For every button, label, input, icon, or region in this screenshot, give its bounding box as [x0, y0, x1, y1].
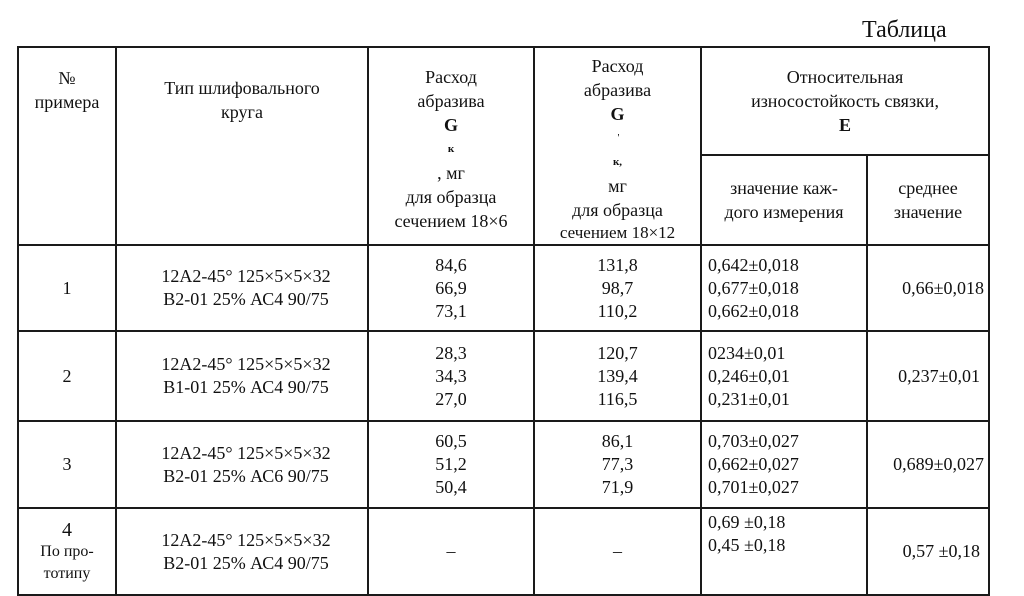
table-row	[18, 421, 989, 508]
cell-e-each	[701, 331, 867, 421]
cell-text: 98,7	[601, 277, 634, 298]
header-text: для образца	[405, 187, 497, 207]
results-table	[17, 46, 990, 596]
table-row	[18, 508, 989, 595]
cell-text: 84,6	[435, 254, 467, 275]
cell-text: 0,703±0,027	[708, 431, 799, 451]
cell-g6	[368, 508, 534, 595]
cell-text: 0234±0,01	[708, 342, 786, 363]
cell-text: 28,3	[435, 342, 467, 363]
prime-mark: '	[617, 132, 620, 144]
cell-text: 0,246±0,01	[708, 365, 790, 386]
cell-text: 1	[62, 277, 72, 298]
header-text: абразива	[417, 91, 485, 111]
header-text: Расход	[591, 56, 644, 76]
cell-text: 0,69 ±0,18	[708, 512, 786, 532]
cell-text: 12А2-45° 125×5×5×32	[161, 529, 331, 550]
symbol-e: E	[838, 114, 851, 135]
header-average-value	[867, 155, 989, 245]
cell-text: 0,57 ±0,18	[902, 541, 980, 561]
header-text	[702, 89, 988, 137]
cell-g12	[534, 508, 701, 595]
header-text	[535, 78, 700, 198]
cell-text: 0,642±0,018	[708, 254, 799, 275]
header-text: , мг	[437, 163, 465, 183]
symbol-g: G	[610, 104, 625, 124]
cell-text: 0,66±0,018	[902, 277, 984, 298]
cell-e-each	[701, 421, 867, 508]
cell-text: 131,8	[597, 254, 638, 275]
symbol-g: G	[443, 115, 458, 135]
header-text: износостойкость связки,	[751, 90, 939, 111]
cell-text: 0,689±0,027	[893, 454, 984, 474]
cell-text: В2-01 25% АС4 90/75	[163, 289, 329, 309]
header-text: сечением 18×12	[559, 223, 676, 242]
header-text: дого измерения	[724, 201, 844, 222]
cell-text: 116,5	[597, 388, 638, 409]
cell-wheel-type	[116, 508, 368, 595]
header-text: Относительная	[786, 66, 904, 87]
cell-g12	[534, 331, 701, 421]
cell-wheel-type	[116, 331, 368, 421]
header-each-measurement	[701, 155, 867, 245]
cell-text: 0,237±0,01	[898, 365, 980, 386]
cell-e-avg	[867, 508, 989, 595]
header-text: сечением 18×6	[394, 211, 508, 231]
header-example-number	[18, 47, 116, 245]
cell-text: 0,677±0,018	[708, 277, 799, 298]
header-text: мг	[608, 176, 627, 196]
cell-text: 51,2	[435, 454, 467, 474]
subscript-k: к,	[612, 156, 623, 168]
cell-wheel-type	[116, 245, 368, 331]
cell-g6	[368, 245, 534, 331]
cell-text: 0,662±0,018	[708, 300, 799, 321]
cell-text: –	[446, 541, 456, 561]
cell-text: 12А2-45° 125×5×5×32	[161, 266, 331, 286]
cell-text: 3	[62, 454, 72, 474]
header-text: примера	[34, 92, 100, 112]
cell-text: 50,4	[435, 477, 467, 497]
header-relative-wear-resistance	[701, 47, 989, 155]
header-abrasive-consumption-18x12	[534, 47, 701, 245]
cell-text: 110,2	[597, 300, 638, 321]
header-text: круга	[221, 102, 263, 122]
cell-text: –	[613, 541, 622, 561]
cell-e-each	[701, 508, 867, 595]
cell-text: 4	[62, 518, 72, 541]
cell-text: 0,45 ±0,18	[708, 535, 786, 555]
header-abrasive-consumption-18x6	[368, 47, 534, 245]
cell-text: 0,231±0,01	[708, 388, 790, 409]
header-text: Расход	[425, 67, 477, 87]
header-wheel-type	[116, 47, 368, 245]
header-text: №	[58, 68, 76, 88]
cell-g6	[368, 421, 534, 508]
cell-text: 71,9	[601, 477, 634, 497]
cell-text: 60,5	[435, 431, 467, 451]
cell-g12	[534, 421, 701, 508]
cell-text: 27,0	[435, 388, 467, 409]
cell-text: 12А2-45° 125×5×5×32	[161, 354, 331, 374]
cell-e-each	[701, 245, 867, 331]
cell-wheel-type	[116, 421, 368, 508]
table-row	[18, 331, 989, 421]
cell-text: 0,662±0,027	[708, 454, 799, 474]
cell-text: В2-01 25% АС6 90/75	[163, 465, 329, 486]
cell-text: 120,7	[597, 342, 638, 363]
header-text: Тип шлифовального	[164, 78, 320, 98]
cell-text: 34,3	[435, 365, 467, 386]
cell-g12	[534, 245, 701, 331]
cell-text: тотипу	[43, 564, 91, 582]
cell-text: 73,1	[435, 300, 467, 321]
cell-e-avg	[867, 331, 989, 421]
cell-e-avg	[867, 245, 989, 331]
header-text: значение	[893, 201, 963, 222]
cell-text: 0,701±0,027	[708, 477, 799, 497]
header-text: абразива	[583, 80, 652, 100]
cell-example	[18, 508, 116, 595]
header-text: значение каж-	[730, 177, 838, 198]
cell-text: 139,4	[597, 365, 638, 386]
subscript-k: к	[447, 143, 455, 155]
cell-text: 77,3	[601, 454, 634, 474]
cell-text: 12А2-45° 125×5×5×32	[161, 442, 331, 463]
table-row	[18, 245, 989, 331]
cell-example	[18, 421, 116, 508]
cell-text: 86,1	[601, 431, 634, 451]
cell-text: В1-01 25% АС4 90/75	[163, 377, 329, 397]
cell-example	[18, 331, 116, 421]
table-caption: Таблица	[862, 17, 947, 43]
cell-text: 66,9	[435, 277, 467, 298]
cell-text: По про-	[40, 542, 94, 560]
cell-text: В2-01 25% АС4 90/75	[163, 552, 329, 573]
header-text	[369, 89, 533, 185]
cell-e-avg	[867, 421, 989, 508]
cell-example	[18, 245, 116, 331]
cell-text: 2	[62, 365, 72, 386]
cell-g6	[368, 331, 534, 421]
header-text: среднее	[898, 177, 958, 198]
header-text: для образца	[572, 200, 663, 220]
